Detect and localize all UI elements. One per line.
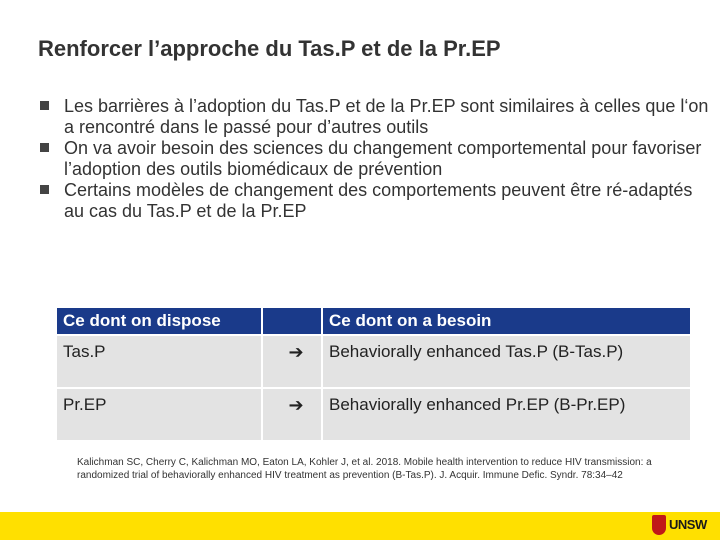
- footer-bar: [0, 512, 720, 540]
- cell-need: Behaviorally enhanced Tas.P (B-Tas.P): [323, 336, 690, 387]
- unsw-logo: [652, 515, 710, 537]
- cell-arrow: [263, 336, 321, 387]
- bullet-item: [40, 138, 710, 180]
- bullet-item: [40, 180, 710, 222]
- header-need: Ce dont on a besoin: [323, 308, 690, 334]
- cell-have: Tas.P: [57, 336, 261, 387]
- table-row: [57, 336, 690, 387]
- square-bullet-icon: [40, 143, 49, 152]
- unsw-crest-icon: [652, 515, 666, 535]
- square-bullet-icon: [40, 185, 49, 194]
- header-arrow: [263, 308, 321, 334]
- cell-have: Pr.EP: [57, 389, 261, 440]
- reference-citation: Kalichman SC, Cherry C, Kalichman MO, Eaton LA, Kohler J, et al. 2018. Mobile health intervention to reduce HIV transmission: a randomized trial of behaviorally enhanced HIV treatment as prevention (B-Tas.P). J. Acquir. Immune Defic. Syndr. 78:34–42: [77, 457, 652, 481]
- bullet-text: Les barrières à l’adoption du Tas.P et de la Pr.EP sont similaires à celles que l‘on a rencontré dans le passé pour d’autres outils: [64, 96, 709, 137]
- square-bullet-icon: [40, 101, 49, 110]
- table-header-row: [57, 308, 690, 334]
- comparison-table: [55, 306, 692, 442]
- cell-need: Behaviorally enhanced Pr.EP (B-Pr.EP): [323, 389, 690, 440]
- right-arrow-icon: ➔: [288, 342, 304, 362]
- header-have: Ce dont on dispose: [57, 308, 261, 334]
- logo-text: UNSW: [669, 517, 707, 532]
- slide-title: Renforcer l’approche du Tas.P et de la Pr.EP: [38, 36, 501, 61]
- table-row: [57, 389, 690, 440]
- bullet-item: [40, 96, 710, 138]
- bullet-list: [40, 96, 710, 222]
- bullet-text: On va avoir besoin des sciences du changement comportemental pour favoriser l’adoption des outils biomédicaux de prévention: [64, 138, 702, 179]
- cell-arrow: [263, 389, 321, 440]
- bullet-text: Certains modèles de changement des comportements peuvent être ré-adaptés au cas du Tas.P et de la Pr.EP: [64, 180, 693, 221]
- right-arrow-icon: ➔: [288, 395, 304, 415]
